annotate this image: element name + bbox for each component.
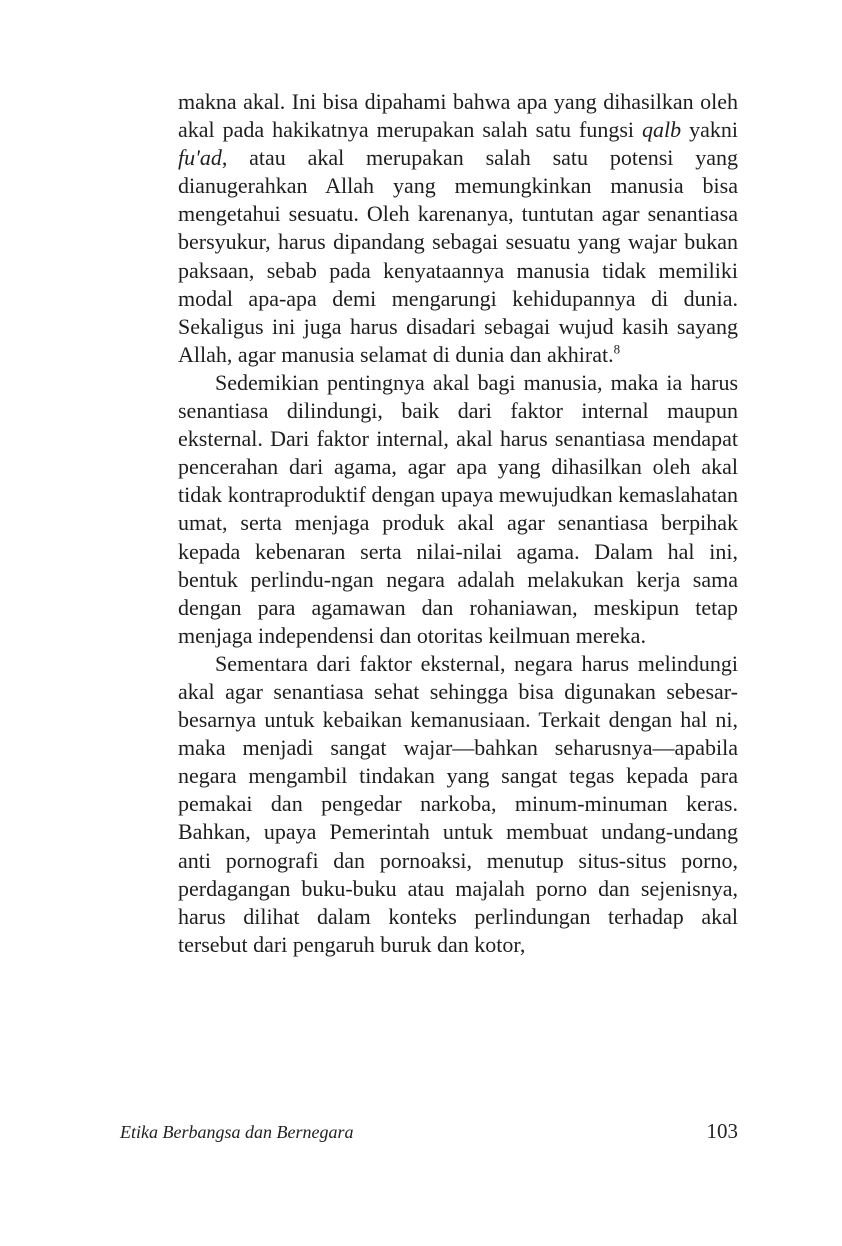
text-segment: yakni <box>681 117 738 143</box>
running-footer-title: Etika Berbangsa dan Bernegara <box>120 1122 354 1142</box>
text-segment: Sementara dari faktor eksternal, negara harus melindungi akal agar senantiasa sehat sehingga bisa digunakan sebesar-besarnya untuk kebaikan kemanusiaan. Terkait dengan hal ni, maka menjadi sangat wajar—bahkan seharusnya—apabila negara mengambil tindakan yang sangat tegas kepada para pemakai dan pengedar narkoba, minum-minuman keras. Bahkan, upaya Pemerintah untuk membuat undang-undang anti pornografi dan pornoaksi, menutup situs-situs porno, perdagangan buku-buku atau majalah porno dan sejenisnya, harus dilihat dalam konteks perlindungan terhadap akal tersebut dari pengaruh buruk dan kotor, <box>178 650 738 957</box>
text-segment: Sedemikian pentingnya akal bagi manusia, maka ia harus senantiasa dilindungi, baik dari faktor internal maupun eksternal. Dari faktor internal, akal harus senantiasa mendapat pencerahan dari agama, agar apa yang dihasilkan oleh akal tidak kontraproduktif dengan upaya mewujudkan kemaslahatan umat, serta menjaga produk akal agar senantiasa berpihak kepada kebenaran serta nilai-nilai agama. Dalam hal ini, bentuk perlindu-ngan negara adalah melakukan kerja sama dengan para agamawan dan rohaniawan, meskipun tetap menjaga independensi dan otoritas keilmuan mereka. <box>178 369 738 648</box>
italic-term-qalb: qalb <box>641 117 682 143</box>
paragraph-1 <box>178 88 738 369</box>
page-number: 103 <box>706 1119 738 1143</box>
text-segment: makna akal. Ini bisa dipahami bahwa apa yang dihasilkan oleh akal pada hakikatnya merupakan salah satu fungsi <box>178 89 738 143</box>
italic-term-fuad: fu'ad <box>178 145 222 171</box>
body-text <box>178 88 738 959</box>
footnote-ref[interactable]: 8 <box>613 341 621 357</box>
paragraph-3 <box>178 650 738 959</box>
text-segment: , atau akal merupakan salah satu potensi yang dianugerahkan Allah yang memungkinkan manusia bisa mengetahui sesuatu. Oleh karenanya, tuntutan agar senantiasa bersyukur, harus dipandang sebagai sesuatu yang wajar bukan paksaan, sebab pada kenyataannya manusia tidak memiliki modal apa-apa demi mengarungi kehidupannya di dunia. Sekaligus ini juga harus disadari sebagai wujud kasih sayang Allah, agar manusia selamat di dunia dan akhirat. <box>178 145 738 367</box>
paragraph-2 <box>178 369 738 650</box>
